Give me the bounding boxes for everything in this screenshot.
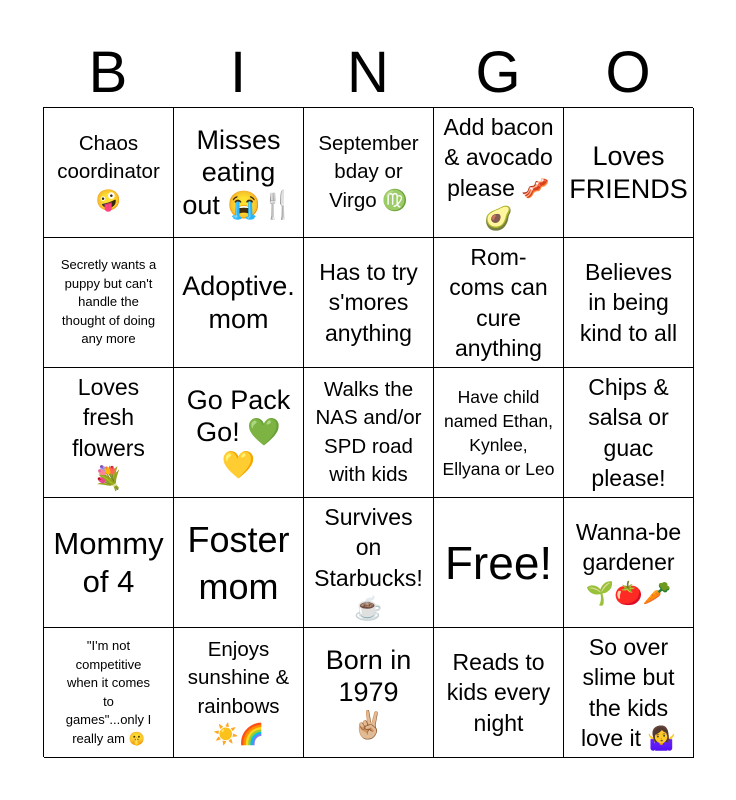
bingo-cell[interactable] (434, 628, 564, 758)
cell-text: Mommy of 4 (53, 525, 164, 599)
bingo-cell[interactable] (304, 238, 434, 368)
header-letter-i: I (229, 40, 247, 105)
cell-text: Go Pack Go! 💚 💛 (186, 384, 291, 480)
bingo-cell[interactable] (174, 628, 304, 758)
cell-text: Walks the NAS and/or SPD road with kids (315, 377, 422, 486)
cell-text: So over slime but the kids love it 🤷‍♀️ (580, 633, 677, 751)
cell-text: Secretly wants a puppy but can't handle the thought of doing any more (60, 257, 157, 347)
header-letter-o: O (605, 40, 651, 105)
cell-text: Chips & salsa or guac please! (588, 373, 669, 491)
cell-text: Misses eating out 😭🍴 (182, 124, 295, 220)
bingo-cell[interactable] (174, 368, 304, 498)
bingo-cell[interactable] (44, 498, 174, 628)
bingo-cell[interactable] (44, 368, 174, 498)
cell-text: Believes in being kind to all (579, 258, 678, 346)
header-letter-n: N (347, 40, 389, 105)
cell-text: Enjoys sunshine & rainbows ☀️🌈 (187, 637, 290, 746)
bingo-cell[interactable] (434, 368, 564, 498)
bingo-cell[interactable] (304, 108, 434, 238)
cell-text: Add bacon & avocado please 🥓 🥑 (443, 113, 554, 231)
bingo-cell[interactable] (434, 108, 564, 238)
free-space-text: Free! (444, 536, 553, 589)
cell-text: Has to try s'mores anything (319, 258, 418, 346)
bingo-cell[interactable] (564, 238, 694, 368)
cell-text: Foster mom (187, 518, 290, 607)
cell-text: Wanna-be gardener 🌱🍅🥕 (575, 518, 682, 606)
header-letter-g: G (475, 40, 521, 105)
bingo-cell[interactable] (44, 628, 174, 758)
cell-text: Adoptive. mom (182, 271, 295, 334)
free-space-cell[interactable] (434, 498, 564, 628)
bingo-cell[interactable] (564, 498, 694, 628)
bingo-header (43, 40, 693, 106)
cell-text: Loves fresh flowers 💐 (72, 373, 145, 491)
bingo-cell[interactable] (304, 628, 434, 758)
bingo-cell[interactable] (564, 628, 694, 758)
cell-text: "I'm not competitive when it comes to games"...only I really am 🤫 (65, 638, 152, 746)
cell-text: Have child named Ethan, Kynlee, Ellyana or Leo (442, 386, 555, 479)
cell-text: Reads to kids every night (446, 648, 551, 736)
cell-text: Survives on Starbucks! ☕ (314, 503, 423, 621)
header-letter-b: B (88, 40, 128, 105)
bingo-cell[interactable] (304, 368, 434, 498)
bingo-cell[interactable] (564, 368, 694, 498)
bingo-cell[interactable] (564, 108, 694, 238)
bingo-cell[interactable] (174, 238, 304, 368)
bingo-cell[interactable] (44, 238, 174, 368)
cell-text: Rom- coms can cure anything (449, 243, 548, 361)
cell-text: Loves FRIENDS (569, 141, 688, 204)
cell-text: Chaos coordinator 🤪 (57, 131, 160, 212)
bingo-grid (43, 107, 693, 757)
cell-text: September bday or Virgo ♍ (318, 131, 419, 212)
bingo-cell[interactable] (434, 238, 564, 368)
bingo-cell[interactable] (44, 108, 174, 238)
bingo-cell[interactable] (304, 498, 434, 628)
bingo-cell[interactable] (174, 108, 304, 238)
bingo-cell[interactable] (174, 498, 304, 628)
cell-text: Born in 1979 ✌🏼 (325, 644, 412, 740)
